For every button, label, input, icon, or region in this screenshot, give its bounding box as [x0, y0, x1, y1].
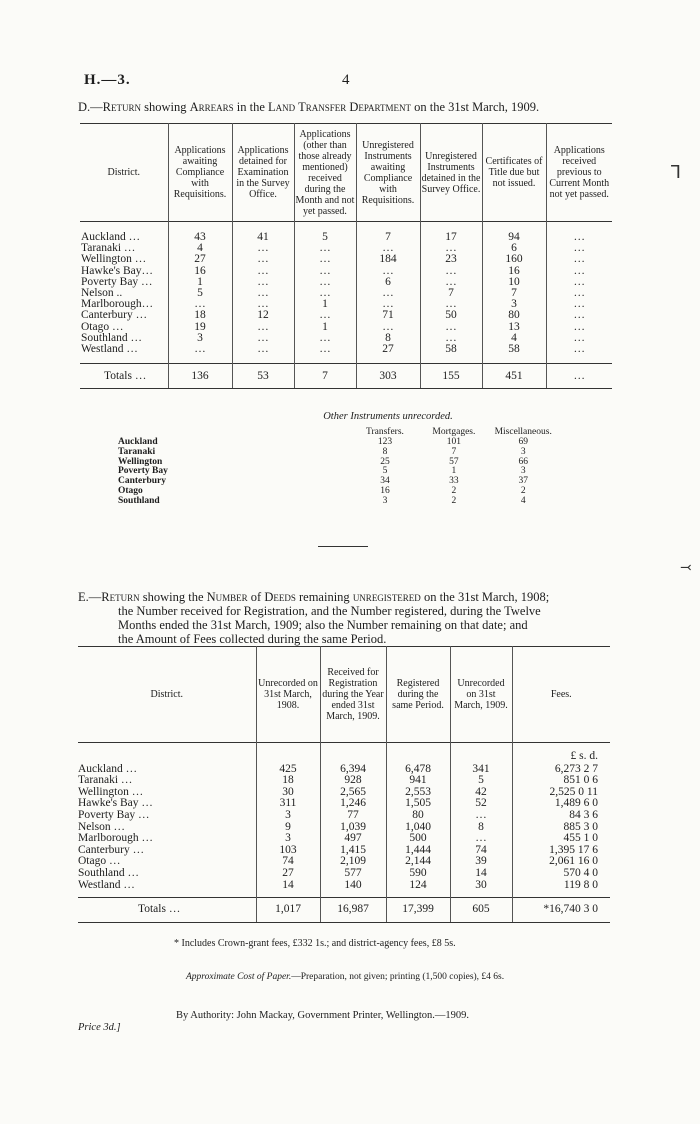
section-divider — [318, 546, 368, 547]
other-row: Southland 3 2 4 — [118, 495, 526, 506]
margin-mark: ᒣ — [670, 162, 681, 182]
col-header: Certificates of Title due but not issued. — [482, 124, 546, 222]
arrears-row: Otago … 19 … 1 … … 13 … — [80, 322, 612, 333]
col-header: Unregistered Instruments awaiting Compliance with Requisitions. — [356, 124, 420, 222]
deeds-row: Otago … 74 2,109 2,144 39 2,061 16 0 — [78, 856, 610, 868]
other-row: Canterbury 34 33 37 — [118, 476, 528, 487]
other-row: Poverty Bay 5 1 3 — [118, 466, 526, 477]
arrears-row: Westland … … … … 27 58 58 … — [80, 344, 612, 364]
other-body — [118, 438, 558, 507]
currency-units: £ s. d. — [512, 743, 610, 764]
deeds-row: Canterbury … 103 1,415 1,444 74 1,395 17 6 — [78, 845, 610, 857]
deeds-totals-row: Totals … 1,017 16,987 17,399 605 *16,740 3 0 — [78, 898, 610, 923]
other-instruments-table — [118, 426, 558, 507]
deeds-row: Nelson … 9 1,039 1,040 8 885 3 0 — [78, 822, 610, 834]
series-code: H.—3. — [84, 72, 131, 88]
deeds-rows — [78, 764, 610, 898]
deeds-body — [78, 743, 610, 764]
col-header: Applications (other than those already mentioned) received during the Month and not yet passed. — [294, 124, 356, 222]
other-row: Taranaki 8 7 3 — [118, 446, 526, 457]
authority-line: By Authority: John Mackay, Government Printer, Wellington.—1909. — [176, 1010, 469, 1021]
col-header: District. — [107, 167, 140, 178]
other-row: Auckland 123 101 69 — [118, 437, 528, 447]
deeds-row: Hawke's Bay … 311 1,246 1,505 52 1,489 6 0 — [78, 798, 610, 810]
page-number: 4 — [342, 72, 350, 88]
deeds-row: Marlborough … 3 497 500 … 455 1 0 — [78, 833, 610, 845]
arrears-row: Auckland … 43 41 5 7 17 94 … — [80, 222, 612, 244]
arrears-row: Taranaki … 4 … … … … 6 … — [80, 243, 612, 254]
arrears-row: Poverty Bay … 1 … … 6 … 10 … — [80, 277, 612, 288]
price: Price 3d.] — [78, 1022, 121, 1033]
section-e-title: E.—Return showing the Number of Deeds remaining unregistered on the 31st March, 1908; the Number received for Registration, and the Number registered, during the Twelve Months ended the 31st March, 1909; also the Number remaining on that date; and the Amount of Fees collected during the same Period. — [78, 590, 550, 646]
arrears-body — [80, 222, 612, 364]
other-row: Wellington 25 57 66 — [118, 456, 528, 467]
margin-mark: ⤙ — [680, 561, 692, 576]
deeds-row: Auckland … 425 6,394 6,478 341 6,273 2 7 — [78, 764, 610, 776]
other-header-row: Transfers. Mortgages. Miscellaneous. — [366, 427, 552, 437]
arrears-row: Wellington … 27 … … 184 23 160 … — [80, 254, 612, 265]
arrears-row: Nelson .. 5 … … … 7 7 … — [80, 288, 612, 299]
footnote: * Includes Crown-grant fees, £332 1s.; and district-agency fees, £8 5s. — [174, 938, 456, 949]
arrears-row: Marlborough… … … 1 … … 3 … — [80, 299, 612, 310]
deeds-row: Taranaki … 18 928 941 5 851 0 6 — [78, 775, 610, 787]
arrears-table — [80, 123, 612, 389]
col-header: Applications detained for Examination in the Survey Office. — [232, 124, 294, 222]
section-d-title: D.—Return showing Arrears in the Land Transfer Department on the 31st March, 1909. — [78, 100, 540, 114]
deeds-row: Southland … 27 577 590 14 570 4 0 — [78, 868, 610, 880]
deeds-table — [78, 646, 610, 923]
other-instruments — [118, 412, 558, 507]
page-header — [84, 72, 624, 92]
deeds-header-row: District. Unrecorded on 31st March, 1908. Received for Registration during the Year ended 31st March, 1909. Registered during the same Period. Unrecorded on 31st March, 1909. Fees. — [78, 647, 610, 743]
arrears-row: Canterbury … 18 12 … 71 50 80 … — [80, 310, 612, 321]
col-header: Applications received previous to Current Month not yet passed. — [546, 124, 612, 222]
arrears-row: Hawke's Bay… 16 … … … … 16 … — [80, 266, 612, 277]
arrears-header-row — [80, 124, 612, 222]
col-header: Applications awaiting Compliance with Requisitions. — [168, 124, 232, 222]
arrears-row: Southland … 3 … … 8 … 4 … — [80, 333, 612, 344]
currency-row — [78, 743, 610, 764]
deeds-row: Wellington … 30 2,565 2,553 42 2,525 0 11 — [78, 787, 610, 799]
col-header: Unregistered Instruments detained in the Survey Office. — [420, 124, 482, 222]
other-instruments-title: Other Instruments unrecorded. — [323, 411, 453, 422]
arrears-totals-row: Totals … 136 53 7 303 155 451 … — [80, 364, 612, 389]
other-row: Otago 16 2 2 — [118, 485, 526, 496]
cost-note: Approximate Cost of Paper.—Preparation, not given; printing (1,500 copies), £4 6s. — [186, 972, 505, 982]
deeds-row: Westland … 14 140 124 30 119 8 0 — [78, 880, 610, 898]
deeds-row: Poverty Bay … 3 77 80 … 84 3 6 — [78, 810, 610, 822]
